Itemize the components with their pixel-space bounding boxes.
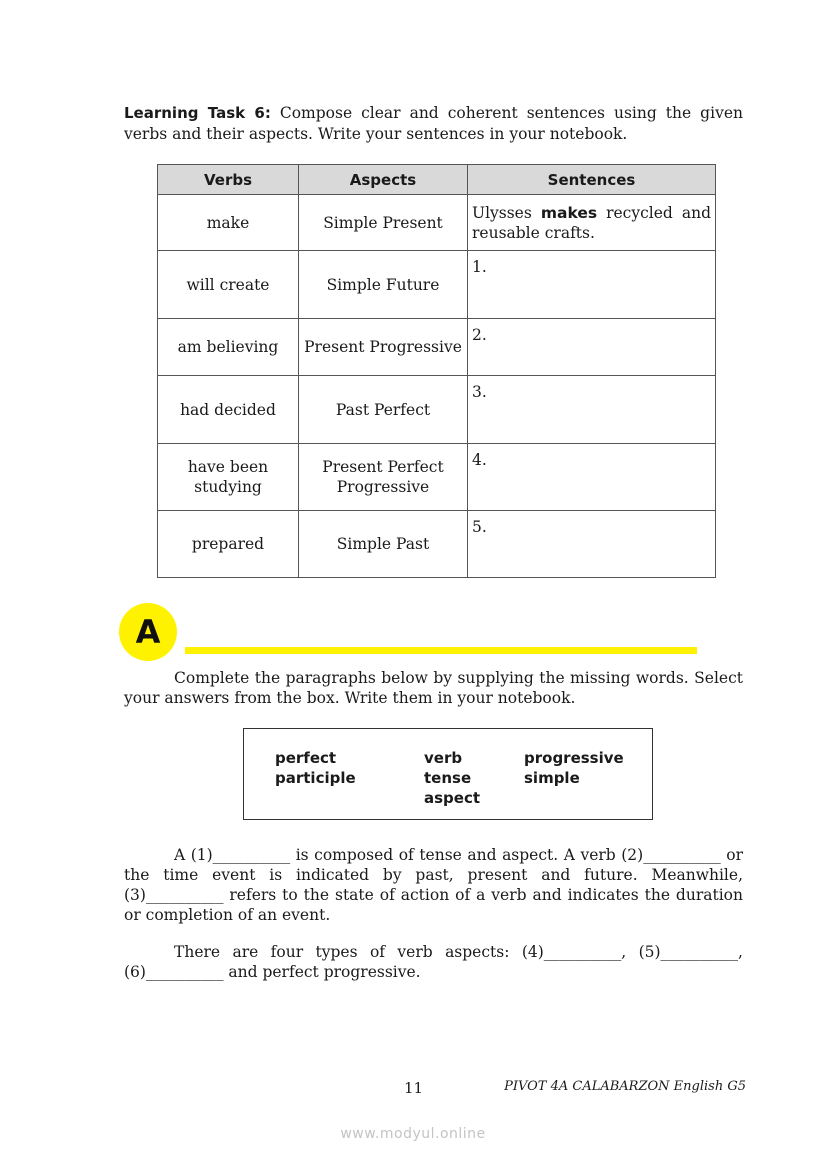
table-row: [158, 251, 716, 319]
word-column: [275, 748, 356, 788]
word-option: participle: [275, 769, 356, 787]
watermark: www.modyul.online: [340, 1126, 486, 1142]
task-text: Compose clear and coherent sentences using the given verbs and their aspects. Write your sentences in your notebook.: [124, 104, 743, 143]
footer-title: PIVOT 4A CALABARZON English G5: [504, 1079, 746, 1094]
sentence-text: Ulysses: [472, 204, 541, 222]
verbs-table: [157, 164, 716, 578]
table-row: [158, 319, 716, 376]
header-sentences: Sentences: [468, 165, 716, 195]
verb-cell: have been studying: [158, 444, 299, 511]
aspect-cell: Past Perfect: [299, 376, 468, 444]
task-instruction: [124, 103, 743, 145]
aspect-cell: Present Progressive: [299, 319, 468, 376]
header-aspects: Aspects: [299, 165, 468, 195]
sentence-verb-bold: makes: [540, 204, 598, 222]
word-column: [524, 748, 624, 788]
sentence-answer-cell[interactable]: 5.: [468, 511, 716, 578]
word-option: aspect: [424, 789, 481, 807]
aspect-cell: Simple Past: [299, 511, 468, 578]
sentence-cell: [468, 195, 716, 251]
word-option: progressive: [524, 749, 624, 767]
verb-cell: had decided: [158, 376, 299, 444]
sentence-text: recycled and reusable crafts.: [472, 204, 711, 242]
word-option: perfect: [275, 749, 337, 767]
aspect-cell: Present Perfect Progressive: [299, 444, 468, 511]
word-column: [424, 748, 480, 808]
paragraph-2: There are four types of verb aspects: (4)__________, (5)__________, (6)__________ and perfect progressive.: [124, 943, 743, 981]
sentence-answer-cell[interactable]: 3.: [468, 376, 716, 444]
section-underline: [185, 647, 697, 654]
paragraph-1: A (1)__________ is composed of tense and aspect. A verb (2)__________ or the time event is indicated by past, present and future. Meanwhile, (3)__________ refers to the state of action of a verb and indicates the duration or completion of an event.: [124, 846, 743, 924]
section-badge: A: [119, 603, 177, 661]
sentence-answer-cell[interactable]: 1.: [468, 251, 716, 319]
table-header-row: [158, 165, 716, 195]
sentence-answer-cell[interactable]: 4.: [468, 444, 716, 511]
verb-cell: make: [158, 195, 299, 251]
table-row: [158, 511, 716, 578]
verb-cell: prepared: [158, 511, 299, 578]
word-option: tense: [424, 769, 472, 787]
header-verbs: Verbs: [158, 165, 299, 195]
table-row: [158, 444, 716, 511]
word-option: verb: [424, 749, 463, 767]
task-label: Learning Task 6:: [124, 104, 271, 122]
table-row: [158, 195, 716, 251]
word-option: simple: [524, 769, 580, 787]
aspect-cell: Simple Present: [299, 195, 468, 251]
page-number: 11: [404, 1079, 424, 1097]
verb-cell: will create: [158, 251, 299, 319]
word-box: [243, 728, 653, 820]
table-row: [158, 376, 716, 444]
instruction-text: Complete the paragraphs below by supplying the missing words. Select your answers from the box. Write them in your notebook.: [124, 669, 743, 707]
sentence-answer-cell[interactable]: 2.: [468, 319, 716, 376]
aspect-cell: Simple Future: [299, 251, 468, 319]
verb-cell: am believing: [158, 319, 299, 376]
